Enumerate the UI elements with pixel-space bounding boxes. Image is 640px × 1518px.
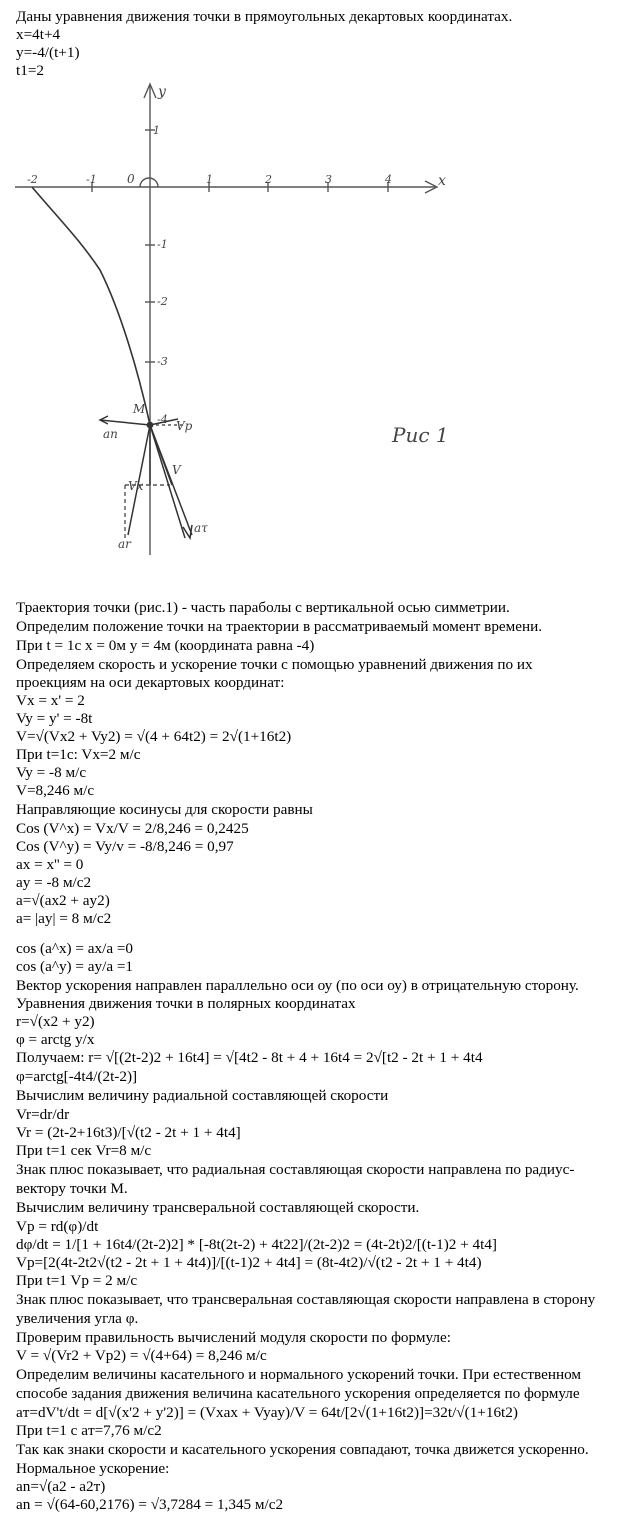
text-line: Cos (V^x) = Vx/V = 2/8,246 = 0,2425 — [16, 820, 249, 837]
trajectory-curve — [32, 187, 150, 425]
an-label: an — [103, 427, 118, 441]
text-line: Направляющие косинусы для скорости равны — [16, 801, 313, 818]
text-line: Нормальное ускорение: — [16, 1460, 170, 1477]
equation-y: y=-4/(t+1) — [16, 44, 80, 61]
text-line: a=√(ax2 + ay2) — [16, 892, 110, 909]
x-tick-label: -1 — [86, 173, 97, 186]
x-tick-label: 2 — [265, 173, 272, 186]
text-line: При t=1 сек Vr=8 м/с — [16, 1142, 152, 1159]
text-line: Проверим правильность вычислений модуля скорости по формуле: — [16, 1329, 451, 1346]
v-label: V — [172, 463, 181, 477]
text-line: способе задания движения величина касательного ускорения определяется по формуле — [16, 1385, 580, 1402]
text-line: вектору точки М. — [16, 1180, 128, 1197]
text-line: aт=dV't/dt = d[√(x'2 + y'2)] = (Vxax + Vyay)/V = 64t/[2√(1+16t2)]=32t/√(1+16t2) — [16, 1404, 518, 1421]
x-tick-label: 1 — [206, 173, 213, 186]
problem-statement: Даны уравнения движения точки в прямоугольных декартовых координатах. — [16, 8, 513, 25]
text-line: При t=1c: Vx=2 м/с — [16, 746, 141, 763]
text-line: φ = arctg y/x — [16, 1031, 95, 1048]
text-line: Vr = (2t-2+16t3)/[√(t2 - 2t + 1 + 4t4] — [16, 1124, 241, 1141]
text-line: Так как знаки скорости и касательного ускорения совпадают, точка движется ускоренно. — [16, 1441, 589, 1458]
text-line: При t=1 Vp = 2 м/с — [16, 1272, 138, 1289]
text-line: r=√(x2 + y2) — [16, 1013, 95, 1030]
point-m-label: M — [133, 402, 146, 416]
vx-label: Vx — [128, 479, 144, 493]
a-tau-vector-1 — [150, 425, 185, 538]
point-m-marker — [147, 422, 152, 427]
text-line: Вектор ускорения направлен параллельно оси оу (по оси оу) в отрицательную сторону. — [16, 977, 579, 994]
y-tick-label: -1 — [157, 238, 168, 251]
y-tick-label: -4 — [157, 413, 168, 426]
x-tick-label: 3 — [325, 173, 332, 186]
ar-label: ar — [118, 537, 131, 551]
equation-x: x=4t+4 — [16, 26, 61, 43]
origin-label: 0 — [127, 172, 135, 186]
x-tick-label: -2 — [27, 173, 38, 186]
text-line: Vp=[2(4t-2t2√(t2 - 2t + 1 + 4t4)]/[(t-1)2 + 4t4] = (8t-4t2)/√(t2 - 2t + 1 + 4t4) — [16, 1254, 482, 1271]
text-line: проекциям на оси декартовых координат: — [16, 674, 285, 691]
text-line: Определяем скорость и ускорение точки с помощью уравнений движения по их — [16, 656, 533, 673]
a-tau-vector-2 — [150, 425, 192, 535]
text-line: Вычислим величину радиальной составляющей скорости — [16, 1087, 389, 1104]
text-line: Знак плюс показывает, что радиальная составляющая скорости направлена по радиус- — [16, 1161, 575, 1178]
text-line: ay = -8 м/с2 — [16, 874, 92, 891]
text-line: φ=arctg[-4t4/(2t-2)] — [16, 1068, 138, 1085]
text-line: Vr=dr/dr — [16, 1106, 70, 1123]
y-axis-label: y — [158, 84, 166, 100]
x-axis-label: x — [438, 173, 446, 189]
figure-caption: Рис 1 — [392, 423, 449, 447]
text-line: ax = x'' = 0 — [16, 856, 84, 873]
text-line: dφ/dt = 1/[1 + 16t4/(2t-2)2] * [-8t(2t-2) + 4t22]/(2t-2)2 = (4t-2t)2/[(t-1)2 + 4t4] — [16, 1236, 497, 1253]
text-line: При t=1 с aт=7,76 м/с2 — [16, 1422, 162, 1439]
y-tick-label: -2 — [157, 295, 168, 308]
trajectory-figure — [0, 80, 640, 580]
text-line: При t = 1с x = 0м y = 4м (координата равна -4) — [16, 637, 315, 654]
text-line: a= |ay| = 8 м/с2 — [16, 910, 112, 927]
x-tick-label: 4 — [385, 173, 392, 186]
text-line: Получаем: r= √[(2t-2)2 + 16t4] = √[4t2 - 8t + 4 + 16t4 = 2√[t2 - 2t + 1 + 4t4 — [16, 1049, 483, 1066]
text-line: cos (a^x) = ax/a =0 — [16, 940, 134, 957]
text-line: Vp = rd(φ)/dt — [16, 1218, 99, 1235]
text-line: Уравнения движения точки в полярных координатах — [16, 995, 356, 1012]
text-line: Vy = -8 м/с — [16, 764, 87, 781]
text-line: Vy = y' = -8t — [16, 710, 93, 727]
text-line: увеличения угла φ. — [16, 1310, 139, 1327]
y-tick-label: 1 — [153, 124, 160, 137]
text-line: V=√(Vx2 + Vy2) = √(4 + 64t2) = 2√(1+16t2) — [16, 728, 292, 745]
text-line: an=√(a2 - a2т) — [16, 1478, 106, 1495]
text-line: Vx = x' = 2 — [16, 692, 85, 709]
text-line: cos (a^y) = ay/a =1 — [16, 958, 134, 975]
text-line: Знак плюс показывает, что трансверальная составляющая скорости направлена в сторону — [16, 1291, 596, 1308]
text-line: Определим положение точки на траектории в рассматриваемый момент времени. — [16, 618, 543, 635]
origin-arc — [140, 178, 158, 187]
vp-label: Vp — [176, 419, 193, 433]
text-line: V=8,246 м/с — [16, 782, 95, 799]
y-tick-label: -3 — [157, 355, 168, 368]
text-line: an = √(64-60,2176) = √3,7284 = 1,345 м/с2 — [16, 1496, 284, 1513]
text-line: Траектория точки (рис.1) - часть параболы с вертикальной осью симметрии. — [16, 599, 510, 616]
text-line: Cos (V^y) = Vy/v = -8/8,246 = 0,97 — [16, 838, 234, 855]
a-tau-label: aτ — [194, 521, 208, 535]
text-line: Вычислим величину трансверальной составляющей скорости. — [16, 1199, 420, 1216]
text-line: V = √(Vr2 + Vp2) = √(4+64) = 8,246 м/с — [16, 1347, 267, 1364]
time-value: t1=2 — [16, 62, 44, 79]
text-line: Определим величины касательного и нормального ускорений точки. При естественном — [16, 1366, 582, 1383]
